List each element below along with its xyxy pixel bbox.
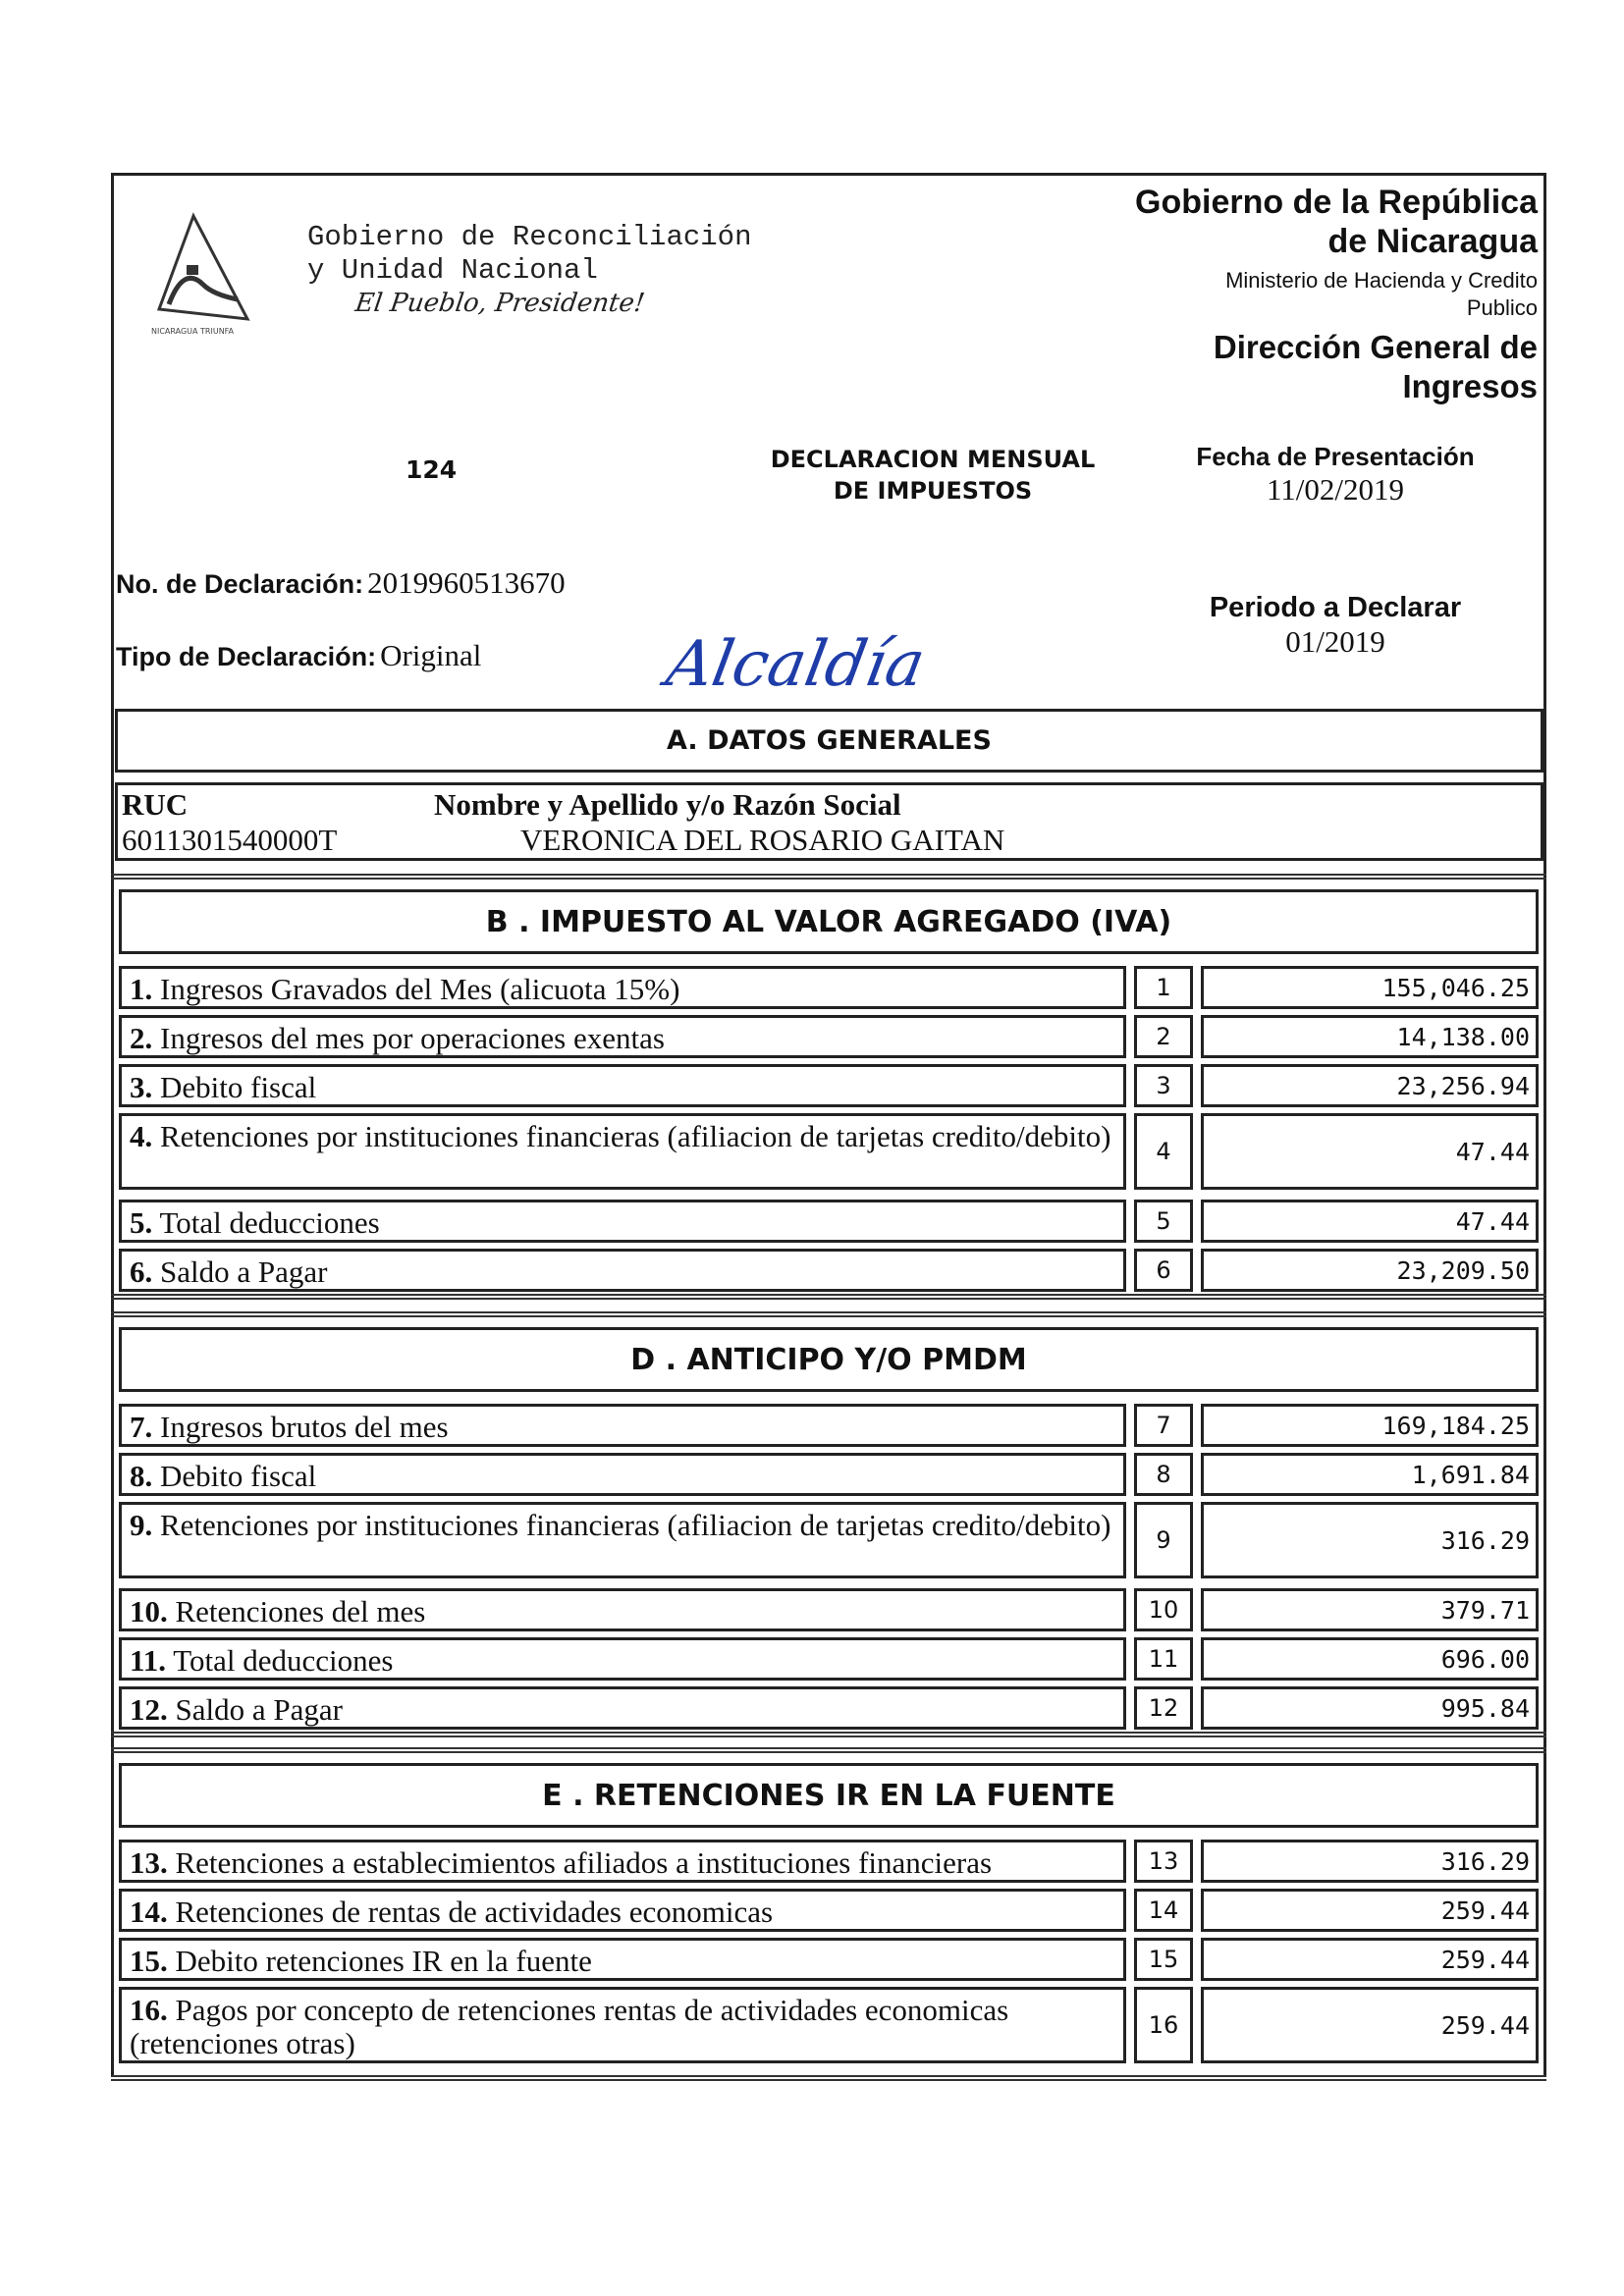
line-number: 13 [1134, 1840, 1193, 1883]
table-row [119, 1113, 1539, 1190]
row-number: 9. [130, 1508, 153, 1542]
row-description [119, 1889, 1126, 1932]
section-b [111, 874, 1546, 1300]
table-row [119, 1588, 1539, 1631]
datos-generales [115, 782, 1543, 861]
row-text: Pagos por concepto de retenciones rentas de actividades economicas (retenciones otras) [130, 1993, 1009, 2060]
line-number: 4 [1134, 1113, 1193, 1190]
gov-line-2: y Unidad Nacional [307, 254, 598, 287]
table-row [119, 1889, 1539, 1932]
row-number: 7. [130, 1410, 153, 1444]
row-description [119, 1588, 1126, 1631]
row-text: Retenciones por instituciones financieras (afiliacion de tarjetas credito/debito) [160, 1119, 1111, 1153]
amount-value: 14,138.00 [1201, 1015, 1539, 1058]
ministry-line-1: Ministerio de Hacienda y Credito [1225, 268, 1538, 293]
section-d-title: D . ANTICIPO Y/O PMDM [119, 1327, 1539, 1392]
line-number: 12 [1134, 1686, 1193, 1730]
no-decl-value: 2019960513670 [367, 565, 566, 600]
row-number: 3. [130, 1070, 153, 1104]
amount-value: 1,691.84 [1201, 1453, 1539, 1496]
declaration-type [116, 638, 481, 673]
line-number: 3 [1134, 1064, 1193, 1107]
row-number: 2. [130, 1021, 153, 1055]
decl-title-line-2: DE IMPUESTOS [833, 477, 1033, 505]
declaration-title [746, 444, 1119, 507]
periodo-label: Periodo a Declarar [1209, 592, 1462, 623]
amount-value: 47.44 [1201, 1200, 1539, 1243]
table-row [119, 1064, 1539, 1107]
no-decl-label: No. de Declaración: [116, 569, 364, 599]
row-description [119, 1938, 1126, 1981]
amount-value: 995.84 [1201, 1686, 1539, 1730]
line-number: 2 [1134, 1015, 1193, 1058]
row-text: Debito fiscal [160, 1070, 317, 1104]
line-number: 14 [1134, 1889, 1193, 1932]
row-number: 13. [130, 1845, 168, 1880]
row-description [119, 1453, 1126, 1496]
section-a-title: A. DATOS GENERALES [115, 709, 1543, 773]
decl-title-line-1: DECLARACION MENSUAL [770, 446, 1096, 473]
section-d [111, 1311, 1546, 1737]
amount-value: 696.00 [1201, 1637, 1539, 1681]
row-text: Ingresos del mes por operaciones exentas [160, 1021, 665, 1055]
name-value: VERONICA DEL ROSARIO GAITAN [520, 823, 1005, 857]
section-e-title: E . RETENCIONES IR EN LA FUENTE [119, 1763, 1539, 1828]
row-text: Ingresos Gravados del Mes (alicuota 15%) [160, 972, 680, 1006]
row-text: Ingresos brutos del mes [160, 1410, 449, 1444]
amount-value: 155,046.25 [1201, 966, 1539, 1009]
row-number: 1. [130, 972, 153, 1006]
logo-text: NICARAGUA TRIUNFA [151, 327, 235, 336]
row-number: 4. [130, 1119, 153, 1153]
amount-value: 169,184.25 [1201, 1404, 1539, 1447]
fecha-label: Fecha de Presentación [1196, 442, 1475, 471]
row-number: 16. [130, 1993, 168, 2027]
tipo-label: Tipo de Declaración: [116, 642, 377, 671]
tipo-value: Original [380, 638, 482, 672]
row-text: Debito retenciones IR en la fuente [175, 1944, 592, 1978]
slogan: El Pueblo, Presidente! [352, 289, 647, 318]
table-row [119, 1987, 1539, 2063]
amount-value: 23,256.94 [1201, 1064, 1539, 1107]
table-row [119, 966, 1539, 1009]
table-row [119, 1015, 1539, 1058]
ministry-line-2: Publico [1466, 295, 1538, 320]
row-text: Retenciones del mes [175, 1594, 426, 1629]
republic-line-1: Gobierno de la República [1135, 184, 1538, 221]
fecha-value: 11/02/2019 [1266, 472, 1405, 507]
table-row [119, 1404, 1539, 1447]
row-number: 6. [130, 1255, 153, 1289]
row-text: Total deducciones [159, 1205, 380, 1240]
row-text: Debito fiscal [160, 1459, 317, 1493]
line-number: 11 [1134, 1637, 1193, 1681]
republic-block [1135, 183, 1538, 406]
row-text: Retenciones a establecimientos afiliados a instituciones financieras [175, 1845, 993, 1880]
row-text: Retenciones de rentas de actividades economicas [175, 1895, 774, 1929]
row-number: 12. [130, 1692, 168, 1727]
row-description [119, 1686, 1126, 1730]
dgi-line-2: Ingresos [1402, 368, 1538, 404]
row-description [119, 1249, 1126, 1292]
form-code: 124 [406, 455, 458, 484]
row-number: 10. [130, 1594, 168, 1629]
line-number: 16 [1134, 1987, 1193, 2063]
row-description [119, 1015, 1126, 1058]
periodo-value: 01/2019 [1285, 624, 1385, 659]
amount-value: 259.44 [1201, 1987, 1539, 2063]
line-number: 6 [1134, 1249, 1193, 1292]
amount-value: 316.29 [1201, 1840, 1539, 1883]
section-b-title: B . IMPUESTO AL VALOR AGREGADO (IVA) [119, 889, 1539, 954]
table-row [119, 1200, 1539, 1243]
ruc-value: 6011301540000T [122, 823, 338, 857]
row-description [119, 1502, 1126, 1578]
line-number: 5 [1134, 1200, 1193, 1243]
line-number: 9 [1134, 1502, 1193, 1578]
amount-value: 23,209.50 [1201, 1249, 1539, 1292]
row-description [119, 1404, 1126, 1447]
row-number: 5. [130, 1205, 153, 1240]
row-description [119, 1200, 1126, 1243]
dgi-line-1: Dirección General de [1213, 329, 1538, 365]
amount-value: 47.44 [1201, 1113, 1539, 1190]
gov-title [307, 221, 751, 288]
row-description [119, 1840, 1126, 1883]
row-text: Saldo a Pagar [175, 1692, 343, 1727]
table-row [119, 1938, 1539, 1981]
row-number: 11. [130, 1643, 167, 1678]
republic-line-2: de Nicaragua [1327, 223, 1538, 260]
row-description [119, 1064, 1126, 1107]
table-row [119, 1249, 1539, 1292]
row-number: 14. [130, 1895, 168, 1929]
amount-value: 259.44 [1201, 1889, 1539, 1932]
table-row [119, 1637, 1539, 1681]
line-number: 15 [1134, 1938, 1193, 1981]
periodo-declarar [1159, 592, 1512, 660]
row-number: 8. [130, 1459, 153, 1493]
gov-line-1: Gobierno de Reconciliación [307, 221, 752, 253]
table-row [119, 1840, 1539, 1883]
row-description [119, 1113, 1126, 1190]
line-number: 10 [1134, 1588, 1193, 1631]
government-logo [149, 211, 262, 339]
declaration-number [116, 565, 566, 601]
line-number: 1 [1134, 966, 1193, 1009]
name-label: Nombre y Apellido y/o Razón Social [434, 787, 901, 822]
ruc-label: RUC [122, 787, 189, 822]
row-text: Saldo a Pagar [160, 1255, 328, 1289]
line-number: 7 [1134, 1404, 1193, 1447]
table-row [119, 1686, 1539, 1730]
table-row [119, 1502, 1539, 1578]
section-e [111, 1747, 1546, 2081]
handwritten-note: Alcaldía [661, 628, 931, 701]
amount-value: 316.29 [1201, 1502, 1539, 1578]
row-number: 15. [130, 1944, 168, 1978]
line-number: 8 [1134, 1453, 1193, 1496]
row-text: Total deducciones [173, 1643, 394, 1678]
fecha-presentacion [1159, 442, 1512, 507]
row-text: Retenciones por instituciones financieras (afiliacion de tarjetas credito/debito) [160, 1508, 1111, 1542]
row-description [119, 966, 1126, 1009]
table-row [119, 1453, 1539, 1496]
amount-value: 379.71 [1201, 1588, 1539, 1631]
amount-value: 259.44 [1201, 1938, 1539, 1981]
row-description [119, 1987, 1126, 2063]
row-description [119, 1637, 1126, 1681]
